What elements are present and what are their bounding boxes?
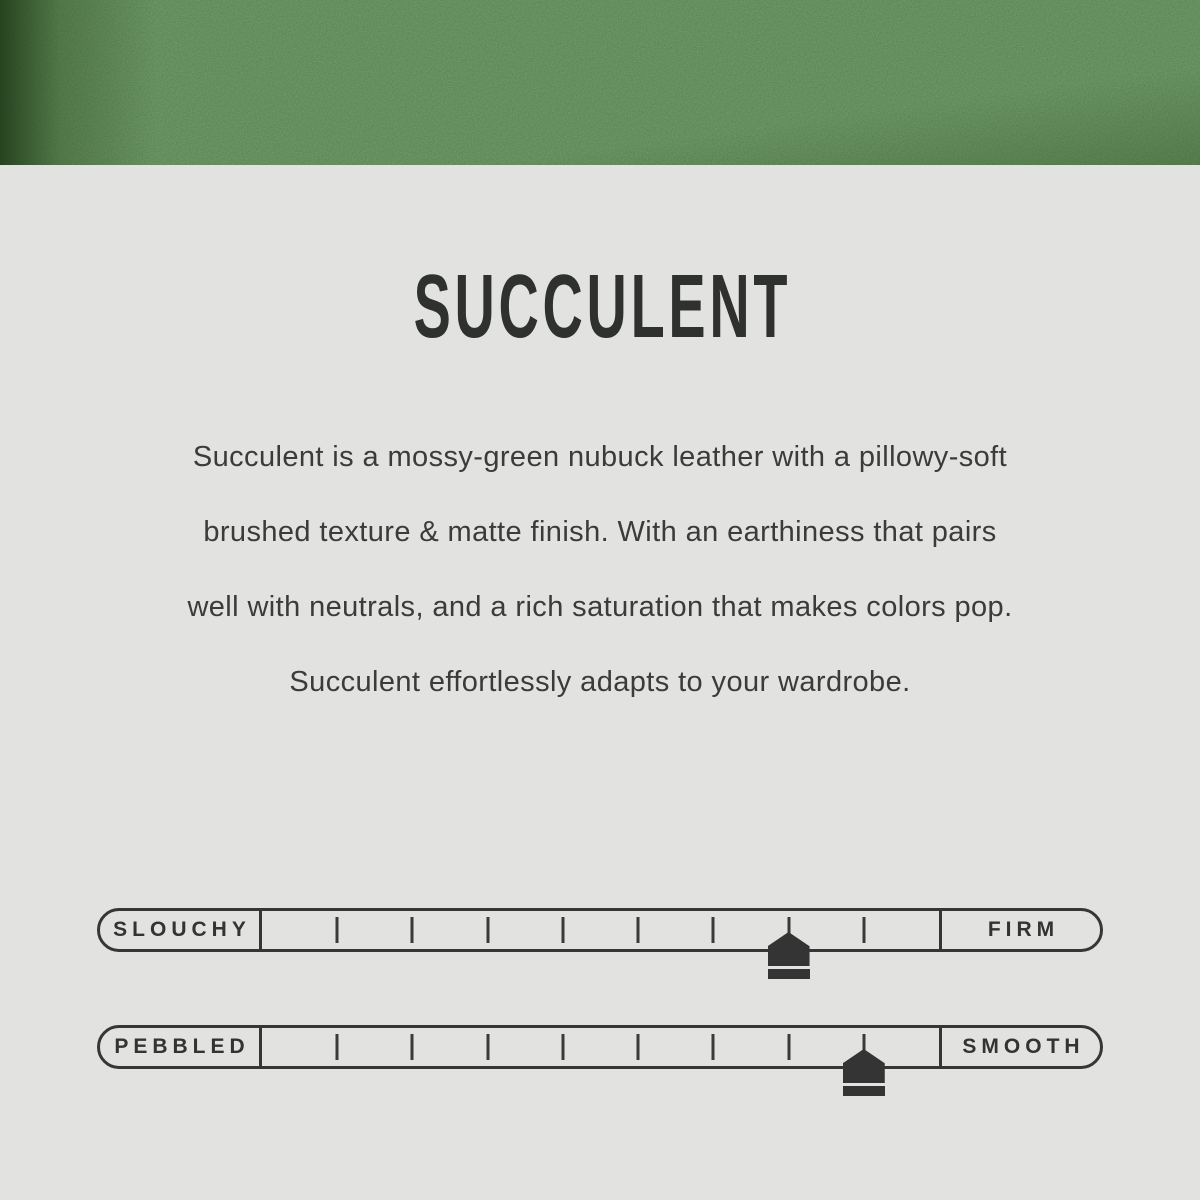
- scale-tick: [561, 917, 564, 943]
- scale-tick: [486, 1034, 489, 1060]
- scale-tick: [712, 1034, 715, 1060]
- scale-tick: [561, 1034, 564, 1060]
- scale-position-marker: [843, 1049, 885, 1096]
- scale-tick: [637, 1034, 640, 1060]
- marker-bar: [843, 1086, 885, 1096]
- marker-bar: [768, 969, 810, 979]
- scale-track: [259, 911, 942, 949]
- scale-tick: [787, 1034, 790, 1060]
- leather-description: [100, 420, 1100, 720]
- firmness-scale: [97, 908, 1103, 952]
- scale-tick: [336, 917, 339, 943]
- scale-position-marker: [768, 932, 810, 979]
- page-title: [0, 257, 1200, 357]
- marker-nib-icon: [768, 932, 810, 966]
- scale-left-label: SLOUCHY: [113, 918, 251, 941]
- scale-tick: [486, 917, 489, 943]
- leather-texture-graphic: [0, 0, 1200, 165]
- description-line: well with neutrals, and a rich saturation that makes colors pop.: [187, 591, 1013, 623]
- leather-name-heading: SUCCULENT: [413, 257, 791, 357]
- scale-left-label: PEBBLED: [114, 1035, 250, 1058]
- description-line: brushed texture & matte finish. With an earthiness that pairs: [203, 516, 997, 548]
- scale-tick: [637, 917, 640, 943]
- leather-texture-image: [0, 0, 1200, 165]
- scale-tick: [862, 917, 865, 943]
- scale-tick: [336, 1034, 339, 1060]
- scale-tick: [712, 917, 715, 943]
- scale-right-label: FIRM: [987, 918, 1060, 941]
- scale-right-label: SMOOTH: [962, 1035, 1085, 1058]
- marker-nib-icon: [843, 1049, 885, 1083]
- description-line: Succulent is a mossy-green nubuck leather with a pillowy-soft: [192, 441, 1008, 473]
- scale-tick: [411, 1034, 414, 1060]
- scale-tick: [411, 917, 414, 943]
- texture-scale: [97, 1025, 1103, 1069]
- description-line: Succulent effortlessly adapts to your wardrobe.: [289, 666, 911, 698]
- scale-track: [259, 1028, 942, 1066]
